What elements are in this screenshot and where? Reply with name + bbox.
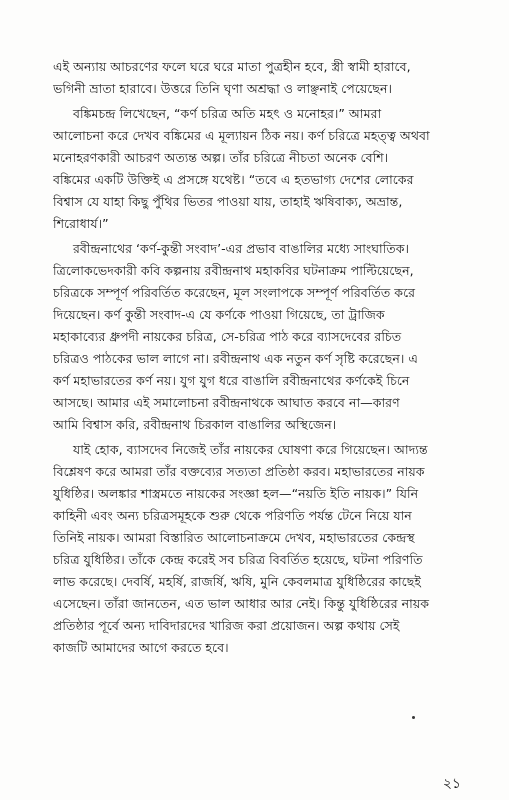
text-line: কাহিনী এবং অন্য চরিত্রসমূহকে শুরু থেকে পরিণতি পর্যন্ত টেনে নিয়ে যান [53, 508, 412, 523]
text-line: কর্ণ মহাভারতের কর্ণ নয়। যুগ যুগ ধরে বাঙালি রবীন্দ্রনাথের কর্ণকেই চিনে [53, 373, 410, 388]
text-line: আমি বিশ্বাস করি, রবীন্দ্রনাথ চিরকাল বাঙালির অস্থিজেন। [53, 417, 337, 432]
text-line: মহাকাব্যের ধ্রুপদী নায়কের চরিত্র, সে-চরিত্র পাঠ করে ব্যাসদেবের রচিত [53, 329, 402, 344]
text-line: আসছে। আমার এই সমালোচনা রবীন্দ্রনাথকে আঘাত করবে না—কারণ [53, 395, 400, 410]
text-line: বিশ্লেষণ করে আমরা তাঁর বক্তব্যের সত্যতা প্রতিষ্ঠা করব। মহাভারতের নায়ক [53, 464, 425, 479]
text-line: মনোহরণকারী আচরণ অত্যন্ত অল্প। তাঁর চরিত্রে নীচতা অনেক বেশি। [53, 150, 389, 165]
text-line: শিরোধার্য।” [53, 216, 109, 231]
text-line: তিনিই নায়ক। আমরা বিস্তারিত আলোচনাক্রমে দেখব, মহাভারতের কেন্দ্রস্থ [53, 530, 415, 545]
body-text [53, 56, 465, 659]
text-line: দিয়েছেন। কর্ণ কুন্তী সংবাদ-এ যে কর্ণকে পাওয়া গিয়েছে, তা ট্রাজিক [53, 307, 385, 322]
text-line: কাজটি আমাদের আগে করতে হবে। [53, 640, 229, 655]
text-line: প্রতিষ্ঠার পূর্বে অন্য দাবিদারদের খারিজ করা প্রয়োজন। অল্প কথায় সেই [53, 618, 400, 633]
text-line: চরিত্র যুধিষ্ঠির। তাঁকে কেন্দ্র করেই সব চরিত্র বিবর্তিত হয়েছে, ঘটনা পরিণতি [53, 552, 423, 567]
text-line: বিশ্বাস যে যাহা কিছু পুঁথির ভিতর পাওয়া যায়, তাহাই ঋষিবাক্য, অভ্রান্ত, [53, 194, 403, 209]
paragraph [53, 56, 465, 100]
print-speck [412, 716, 415, 719]
text-line: এই অন্যায় আচরণের ফলে ঘরে ঘরে মাতা পুত্রহীন হবে, স্ত্রী স্বামী হারাবে, [53, 59, 411, 74]
paragraph [53, 103, 465, 235]
paragraph [53, 439, 465, 659]
text-line: এসেছেন। তাঁরা জানতেন, এত ভাল আধার আর নেই। কিন্তু যুধিষ্ঠিরের নায়ক [53, 596, 430, 611]
text-line: লাভ করেছে। দেবর্ষি, মহর্ষি, রাজর্ষি, ঋষি, মুনি কেবলমাত্র যুধিষ্ঠিরের কাছেই [53, 574, 421, 589]
text-line: চরিত্রও পাঠকের ভাল লাগে না। রবীন্দ্রনাথ এক নতুন কর্ণ সৃষ্টি করেছেন। এ [53, 351, 418, 366]
text-line: বঙ্কিমের একটি উক্তিই এ প্রসঙ্গে যথেষ্ট। “তবে এ হতভাগ্য দেশের লোকের [53, 172, 414, 187]
text-line: যাই হোক, ব্যাসদেব নিজেই তাঁর নায়কের ঘোষণা করে গিয়েছেন। আদ্যন্ত [73, 442, 428, 457]
text-line: আলোচনা করে দেখব বঙ্কিমের এ মূল্যায়ন ঠিক নয়। কর্ণ চরিত্রে মহত্ত্ব অথবা [53, 128, 430, 143]
paragraph [53, 238, 465, 436]
text-line: চরিত্রকে সম্পূর্ণ পরিবর্তিত করেছেন, মূল সংলাপকে সম্পূর্ণ পরিবর্তিত করে [53, 285, 416, 300]
text-line: ত্রিলোকভেদকারী কবি কল্পনায় রবীন্দ্রনাথ মহাকবির ঘটনাক্রম পাল্টিয়েছেন, [53, 263, 414, 278]
text-line: ভগিনী ভ্রাতা হারাবে। উত্তরে তিনি ঘৃণা অশ্রদ্ধা ও লাঞ্ছনাই পেয়েছেন। [53, 81, 393, 96]
page-number: ২১ [442, 776, 461, 792]
text-line: রবীন্দ্রনাথের ‘কর্ণ-কুন্তী সংবাদ’-এর প্রভাব বাঙালির মধ্যে সাংঘাতিক। [73, 241, 410, 256]
text-line: বঙ্কিমচন্দ্র লিখেছেন, “কর্ণ চরিত্র অতি মহৎ ও মনোহর।” আমরা [73, 106, 382, 121]
text-line: যুধিষ্ঠির। অলঙ্কার শাস্ত্রমতে নায়কের সংজ্ঞা হল—“নয়তি ইতি নায়ক।” যিনি [53, 486, 419, 501]
